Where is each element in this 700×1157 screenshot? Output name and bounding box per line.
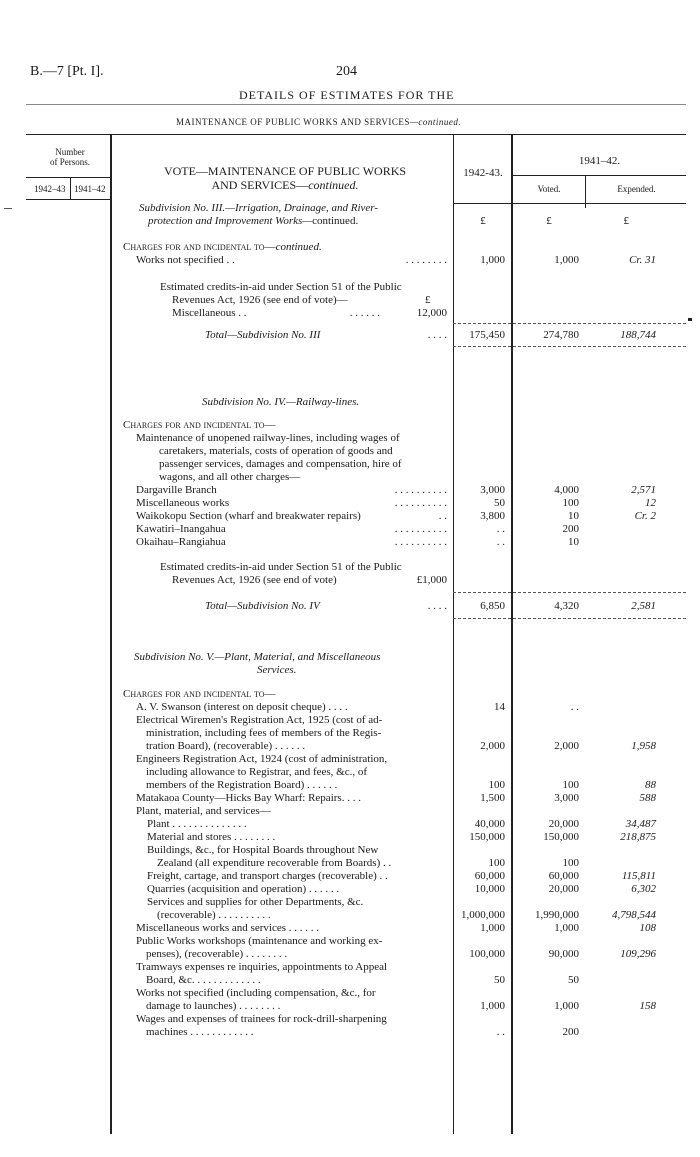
leader-dots: . . . . . . bbox=[349, 307, 380, 319]
voted-value: 50 bbox=[568, 974, 579, 986]
expended-value: 4,798,544 bbox=[612, 909, 656, 921]
estimate-value: 1,000 bbox=[480, 1000, 505, 1012]
line-item-text: Public Works workshops (maintenance and working ex- bbox=[136, 935, 383, 947]
previous-year-header: 1941–42. bbox=[578, 155, 621, 167]
voted-value: 90,000 bbox=[548, 948, 579, 960]
estimate-value: 3,800 bbox=[480, 510, 505, 522]
leader-dots: . . bbox=[438, 510, 447, 522]
voted-value: 100 bbox=[562, 857, 579, 869]
voted-value: 10 bbox=[568, 536, 579, 548]
vote-title-continued: continued. bbox=[308, 178, 359, 192]
leader-dots: . . . . . . . . . . bbox=[394, 497, 447, 509]
estimate-value: . . bbox=[496, 1026, 505, 1038]
expended-value: 158 bbox=[639, 1000, 656, 1012]
subtitle-continued: —continued. bbox=[409, 117, 462, 127]
sub4-charges-heading: Charges for and incidental to— bbox=[123, 419, 276, 431]
estimate-value: . . bbox=[496, 523, 505, 535]
estimate-value: 10,000 bbox=[474, 883, 505, 895]
voted-value: 1,000 bbox=[554, 254, 579, 266]
intro-line: passenger services, damages and compensation, hire of bbox=[159, 458, 402, 470]
expended-value: Cr. 2 bbox=[634, 510, 656, 522]
expended-value: 34,487 bbox=[625, 818, 656, 830]
rule bbox=[26, 177, 111, 178]
intro-line: caretakers, materials, costs of operation of goods and bbox=[159, 445, 393, 457]
intro-line: wagons, and all other charges— bbox=[159, 471, 301, 483]
estimate-value: 1,000,000 bbox=[461, 909, 505, 921]
pound-symbol: £ bbox=[546, 215, 552, 227]
line-item-label: Miscellaneous works bbox=[136, 497, 230, 509]
page-subtitle bbox=[176, 117, 461, 128]
line-item-label: Kawatiri–Inangahua bbox=[136, 523, 226, 535]
page-number: 204 bbox=[336, 64, 357, 79]
estimate-year-header: 1942-43. bbox=[463, 167, 503, 179]
sub3-heading-line1: Subdivision No. III.—Irrigation, Drainage, and River- bbox=[139, 202, 379, 214]
total-voted: 274,780 bbox=[543, 329, 579, 341]
sub3-charges-heading bbox=[123, 241, 322, 254]
expended-value: Cr. 31 bbox=[629, 254, 656, 266]
line-item-text: damage to launches) . . . . . . . . bbox=[146, 1000, 281, 1012]
column-divider bbox=[70, 178, 71, 200]
rule bbox=[26, 104, 686, 105]
pound-symbol: £ bbox=[480, 215, 486, 227]
line-item-label: Waikokopu Section (wharf and breakwater repairs) bbox=[136, 510, 361, 522]
line-item-text: Board, &c. . . . . . . . . . . . . bbox=[146, 974, 261, 986]
voted-value: 100 bbox=[562, 497, 579, 509]
voted-value: 1,000 bbox=[554, 922, 579, 934]
voted-value: . . bbox=[570, 701, 579, 713]
estimate-value: 2,000 bbox=[480, 740, 505, 752]
expended-value: 115,811 bbox=[621, 870, 656, 882]
estimate-value: 60,000 bbox=[474, 870, 505, 882]
total-expended: 188,744 bbox=[620, 329, 656, 341]
total-expended: 2,581 bbox=[631, 600, 656, 612]
margin-mark bbox=[4, 208, 12, 209]
margin-mark bbox=[688, 318, 692, 321]
voted-value: 10 bbox=[568, 510, 579, 522]
credits-misc-amount: 12,000 bbox=[416, 307, 447, 319]
estimate-value: 100,000 bbox=[469, 948, 505, 960]
estimate-value: 1,500 bbox=[480, 792, 505, 804]
line-item-text: Miscellaneous works and services . . . . . . bbox=[136, 922, 319, 934]
leader-dots: . . . . . . . . . . bbox=[394, 484, 447, 496]
table-top-rule bbox=[26, 134, 686, 135]
voted-value: 150,000 bbox=[543, 831, 579, 843]
credits-text-line2: Revenues Act, 1926 (see end of vote)— bbox=[172, 294, 348, 306]
credits-text-line1: Estimated credits-in-aid under Section 51 of the Public bbox=[160, 281, 402, 293]
line-item-text: Quarries (acquisition and operation) . . . . . . bbox=[147, 883, 340, 895]
expended-value: 12 bbox=[645, 497, 656, 509]
credits-amount: £1,000 bbox=[416, 574, 447, 586]
rule bbox=[26, 199, 111, 200]
credits-text-line2: Revenues Act, 1926 (see end of vote) bbox=[172, 574, 337, 586]
voted-value: 20,000 bbox=[548, 818, 579, 830]
estimate-value: 50 bbox=[494, 497, 505, 509]
line-item-label: Works not specified . . bbox=[136, 254, 235, 266]
vote-title-line2 bbox=[140, 178, 430, 192]
voted-value: 200 bbox=[562, 1026, 579, 1038]
estimate-value: 50 bbox=[494, 974, 505, 986]
vote-title-line1: VOTE—MAINTENANCE OF PUBLIC WORKS bbox=[163, 164, 407, 178]
line-item-text: members of the Registration Board) . . . . . . bbox=[146, 779, 338, 791]
estimate-value: 3,000 bbox=[480, 484, 505, 496]
line-item-text: (recoverable) . . . . . . . . . . bbox=[157, 909, 271, 921]
expended-value: 88 bbox=[645, 779, 656, 791]
expended-value: 218,875 bbox=[620, 831, 656, 843]
persons-header-line2: of Persons. bbox=[50, 157, 90, 167]
voted-value: 1,000 bbox=[554, 1000, 579, 1012]
credits-text-line1: Estimated credits-in-aid under Section 51 of the Public bbox=[160, 561, 402, 573]
line-item-text: Electrical Wiremen's Registration Act, 1925 (cost of ad- bbox=[136, 714, 383, 726]
persons-year-previous: 1941–42 bbox=[74, 184, 106, 194]
sub4-heading: Subdivision No. IV.—Railway-lines. bbox=[202, 396, 360, 408]
voted-value: 4,000 bbox=[554, 484, 579, 496]
voted-value: 200 bbox=[562, 523, 579, 535]
sub5-charges-heading: Charges for and incidental to— bbox=[123, 688, 276, 700]
charges-text: Charges for and incidental to— bbox=[123, 241, 276, 253]
line-item-label: Okaihau–Rangiahua bbox=[136, 536, 226, 548]
sub5-heading-line1: Subdivision No. V.—Plant, Material, and Miscellaneous bbox=[134, 651, 381, 663]
leader-dots: . . . . . . . . bbox=[405, 254, 447, 266]
leader-dots: . . . . bbox=[427, 600, 447, 612]
line-item-text: Tramways expenses re inquiries, appointments to Appeal bbox=[136, 961, 388, 973]
persons-header-line1: Number bbox=[55, 147, 85, 157]
column-divider bbox=[110, 134, 112, 1134]
leader-dots: . . . . bbox=[427, 329, 447, 341]
persons-year-current: 1942–43 bbox=[34, 184, 66, 194]
sub4-total-label: Total—Subdivision No. IV bbox=[205, 600, 320, 612]
line-item-label: Dargaville Branch bbox=[136, 484, 217, 496]
line-item-text: tration Board), (recoverable) . . . . . . bbox=[146, 740, 306, 752]
sub3-heading-line2 bbox=[148, 215, 358, 228]
document-reference: B.—7 [Pt. I]. bbox=[30, 64, 104, 79]
sub5-heading-line2: Services. bbox=[257, 664, 297, 676]
total-voted: 4,320 bbox=[554, 600, 579, 612]
credits-misc-label: Miscellaneous . . bbox=[172, 307, 247, 319]
line-item-text: Zealand (all expenditure recoverable from Boards) . . bbox=[157, 857, 392, 869]
total-estimate: 175,450 bbox=[469, 329, 505, 341]
line-item-text: Buildings, &c., for Hospital Boards throughout New bbox=[147, 844, 379, 856]
sub3-total-label: Total—Subdivision No. III bbox=[205, 329, 321, 341]
estimate-value: 100 bbox=[488, 779, 505, 791]
voted-value: 2,000 bbox=[554, 740, 579, 752]
estimate-value: 1,000 bbox=[480, 254, 505, 266]
expended-value: 108 bbox=[639, 922, 656, 934]
expended-value: 1,958 bbox=[631, 740, 656, 752]
estimate-value: . . bbox=[496, 536, 505, 548]
voted-header: Voted. bbox=[537, 184, 561, 194]
column-divider bbox=[453, 134, 454, 1134]
estimate-value: 150,000 bbox=[469, 831, 505, 843]
line-item-text: Engineers Registration Act, 1924 (cost of administration, bbox=[136, 753, 388, 765]
expended-value: 6,302 bbox=[631, 883, 656, 895]
sub3-heading-continued: continued. bbox=[312, 215, 359, 227]
rule bbox=[511, 175, 686, 176]
line-item-text: Material and stores . . . . . . . . bbox=[147, 831, 276, 843]
estimate-value: 14 bbox=[494, 701, 505, 713]
expended-header: Expended. bbox=[617, 184, 656, 194]
line-item-text: Services and supplies for other Departments, &c. bbox=[147, 896, 364, 908]
line-item-text: machines . . . . . . . . . . . . bbox=[146, 1026, 254, 1038]
leader-dots: . . . . . . . . . . bbox=[394, 523, 447, 535]
total-rule bbox=[453, 618, 686, 619]
total-rule bbox=[453, 592, 686, 593]
voted-value: 20,000 bbox=[548, 883, 579, 895]
line-item-text: A. V. Swanson (interest on deposit cheque) . . . . bbox=[136, 701, 348, 713]
estimate-value: 100 bbox=[488, 857, 505, 869]
line-item-text: penses), (recoverable) . . . . . . . . bbox=[146, 948, 288, 960]
page-title: DETAILS OF ESTIMATES FOR THE bbox=[239, 88, 455, 102]
intro-line: Maintenance of unopened railway-lines, including wages of bbox=[136, 432, 400, 444]
total-estimate: 6,850 bbox=[480, 600, 505, 612]
line-item-text: Wages and expenses of trainees for rock-drill-sharpening bbox=[136, 1013, 387, 1025]
line-item-text: ministration, including fees of members of the Regis- bbox=[146, 727, 382, 739]
rule bbox=[453, 203, 686, 204]
sub3-heading-text: protection and Improvement Works— bbox=[148, 215, 313, 227]
line-item-text: Plant, material, and services— bbox=[136, 805, 271, 817]
line-item-text: Plant . . . . . . . . . . . . . . bbox=[147, 818, 247, 830]
pound-symbol: £ bbox=[425, 294, 431, 306]
vote-title-text: AND SERVICES— bbox=[211, 178, 309, 192]
expended-value: 2,571 bbox=[631, 484, 656, 496]
pound-symbol: £ bbox=[623, 215, 629, 227]
expended-value: 109,296 bbox=[620, 948, 656, 960]
charges-continued: continued. bbox=[275, 241, 322, 253]
estimate-value: 40,000 bbox=[474, 818, 505, 830]
leader-dots: . . . . . . . . . . bbox=[394, 536, 447, 548]
voted-value: 100 bbox=[562, 779, 579, 791]
voted-value: 3,000 bbox=[554, 792, 579, 804]
voted-value: 1,990,000 bbox=[535, 909, 579, 921]
estimate-value: 1,000 bbox=[480, 922, 505, 934]
line-item-text: Works not specified (including compensation, &c., for bbox=[136, 987, 376, 999]
expended-value: 588 bbox=[639, 792, 656, 804]
subtitle-text: MAINTENANCE OF PUBLIC WORKS AND SERVICES bbox=[176, 117, 410, 127]
line-item-text: Freight, cartage, and transport charges (recoverable) . . bbox=[147, 870, 388, 882]
line-item-text: including allowance to Registrar, and fees, &c., of bbox=[146, 766, 368, 778]
total-rule bbox=[453, 346, 686, 347]
total-rule bbox=[453, 323, 686, 324]
line-item-text: Matakaoa County—Hicks Bay Wharf: Repairs. . . . bbox=[136, 792, 361, 804]
voted-value: 60,000 bbox=[548, 870, 579, 882]
